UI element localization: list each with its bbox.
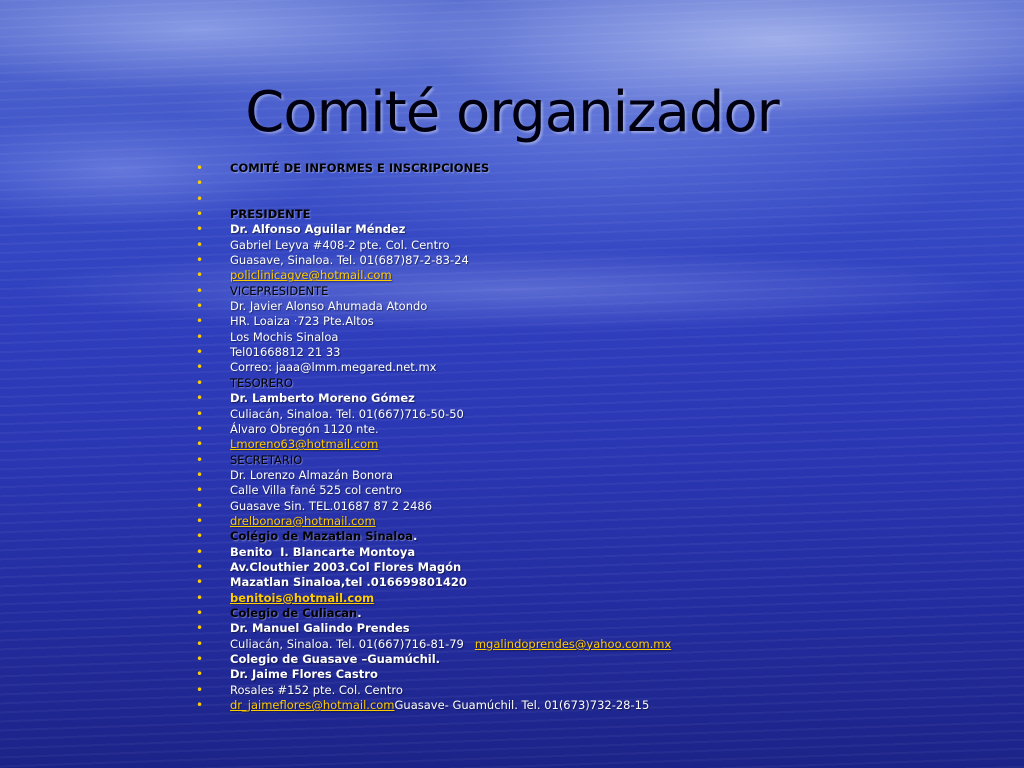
list-item-text: HR. Loaiza ·723 Pte.Altos <box>230 314 374 329</box>
list-item <box>190 453 1000 468</box>
list-item-text: Dr. Jaime Flores Castro <box>230 667 378 682</box>
bullet-icon: • <box>196 191 204 206</box>
bullet-icon: • <box>196 652 204 666</box>
list-item-text: Dr. Lorenzo Almazán Bonora <box>230 467 394 482</box>
list-item <box>190 422 1000 437</box>
list-item-text: Culiacán, Sinaloa. Tel. 01(667)716-50-50 <box>230 406 464 421</box>
list-item <box>190 698 1000 713</box>
bullet-list <box>190 161 1000 713</box>
list-item-text: Gabriel Leyva #408-2 pte. Col. Centro <box>230 237 450 252</box>
list-item-text: Dr. Manuel Galindo Prendes <box>230 621 410 636</box>
bullet-icon: • <box>196 636 204 651</box>
bullet-icon: • <box>196 207 204 222</box>
list-item <box>190 683 1000 698</box>
list-item-text: Dr. Lamberto Moreno Gómez <box>230 391 415 406</box>
list-item <box>190 207 1000 222</box>
list-item <box>190 238 1000 253</box>
bullet-icon: • <box>196 314 204 329</box>
list-item-text: Tel01668812 21 33 <box>230 345 341 360</box>
bullet-icon: • <box>196 391 204 406</box>
list-item <box>190 545 1000 560</box>
list-item <box>190 299 1000 314</box>
list-item <box>190 667 1000 682</box>
list-item <box>190 407 1000 422</box>
list-item-text: Benito I. Blancarte Montoya <box>230 544 416 559</box>
list-item <box>190 637 1000 652</box>
list-item-text: PRESIDENTE <box>230 207 311 222</box>
bullet-icon: • <box>196 682 204 697</box>
list-item-text: Rosales #152 pte. Col. Centro <box>230 682 403 697</box>
list-item <box>190 514 1000 529</box>
bullet-icon: • <box>196 529 204 544</box>
email-link[interactable]: Lmoreno63@hotmail.com <box>230 437 379 452</box>
bullet-icon: • <box>196 406 204 421</box>
list-item <box>190 560 1000 575</box>
list-item <box>190 314 1000 329</box>
bullet-icon: • <box>196 498 204 513</box>
list-item-text: TESORERO <box>230 375 293 390</box>
list-item <box>190 483 1000 498</box>
list-item <box>190 161 1000 176</box>
list-item <box>190 437 1000 452</box>
bullet-icon: • <box>196 237 204 252</box>
bullet-icon: • <box>196 360 204 375</box>
email-link[interactable]: mgalindoprendes@yahoo.com.mx <box>474 636 672 651</box>
bullet-icon: • <box>196 283 204 298</box>
list-item-text: Colegio de Culiacan <box>230 605 358 620</box>
email-link[interactable]: policlinicagve@hotmail.com <box>230 268 392 283</box>
bullet-icon: • <box>196 222 204 237</box>
bullet-icon: • <box>196 176 204 191</box>
bullet-icon: • <box>196 605 204 620</box>
list-item <box>190 253 1000 268</box>
list-item-text: Correo: jaaa@lmm.megared.net.mx <box>230 360 437 375</box>
bullet-icon: • <box>196 452 204 467</box>
bullet-icon: • <box>196 590 204 605</box>
list-item-text: Calle Villa fané 525 col centro <box>230 483 402 498</box>
list-item-text: Guasave, Sinaloa. Tel. 01(687)87-2-83-24 <box>230 253 469 268</box>
email-link[interactable]: benitois@hotmail.com <box>230 590 375 605</box>
list-item <box>190 345 1000 360</box>
list-item <box>190 330 1000 345</box>
email-link[interactable]: drelbonora@hotmail.com <box>230 513 376 528</box>
list-item-text: Colegio de Guasave –Guamúchil. <box>230 652 441 666</box>
bullet-icon: • <box>196 345 204 360</box>
bullet-icon: • <box>196 467 204 482</box>
bullet-icon: • <box>196 268 204 283</box>
list-item-suffix: . <box>357 605 362 620</box>
list-item-text: Dr. Alfonso Aguilar Méndez <box>230 222 406 237</box>
list-item-text: Mazatlan Sinaloa,tel .016699801420 <box>230 575 467 590</box>
list-item-text: Av.Clouthier 2003.Col Flores Magón <box>230 559 462 574</box>
bullet-icon: • <box>196 575 204 590</box>
list-item-text: Culiacán, Sinaloa. Tel. 01(667)716-81-79 <box>230 636 475 651</box>
bullet-icon: • <box>196 513 204 528</box>
list-item-text: VICEPRESIDENTE <box>230 283 329 298</box>
bullet-icon: • <box>196 421 204 436</box>
list-item <box>190 192 1000 207</box>
list-item-text: Álvaro Obregón 1120 nte. <box>230 421 379 436</box>
bullet-icon: • <box>196 621 204 636</box>
bullet-icon: • <box>196 559 204 574</box>
list-item <box>190 575 1000 590</box>
list-item <box>190 606 1000 621</box>
list-item <box>190 176 1000 191</box>
list-item-suffix: Guasave- Guamúchil. Tel. 01(673)732-28-15 <box>394 698 650 713</box>
bullet-icon: • <box>196 437 204 452</box>
list-item <box>190 468 1000 483</box>
bullet-icon: • <box>196 375 204 390</box>
slide-title: Comité organizador <box>245 80 779 145</box>
email-link[interactable]: dr_jaimeflores@hotmail.com <box>230 698 395 713</box>
list-item-text: Dr. Javier Alonso Ahumada Atondo <box>230 299 428 314</box>
list-item-text: SECRETARIO <box>230 452 303 467</box>
list-item-text: Guasave Sin. TEL.01687 87 2 2486 <box>230 498 433 513</box>
list-item <box>190 284 1000 299</box>
list-item <box>190 268 1000 283</box>
list-item-text: Los Mochis Sinaloa <box>230 329 339 344</box>
bullet-icon: • <box>196 329 204 344</box>
bullet-icon: • <box>196 667 204 682</box>
bullet-icon: • <box>196 299 204 314</box>
list-item <box>190 621 1000 636</box>
bullet-icon: • <box>196 161 204 175</box>
list-item <box>190 591 1000 606</box>
list-item <box>190 376 1000 391</box>
list-item-text: COMITÉ DE INFORMES E INSCRIPCIONES <box>230 161 490 175</box>
list-item <box>190 222 1000 237</box>
list-item <box>190 652 1000 667</box>
list-item <box>190 391 1000 406</box>
list-item-suffix: . <box>413 529 418 544</box>
list-item-text: Colégio de Mazatlan Sinaloa <box>230 529 414 544</box>
list-item <box>190 360 1000 375</box>
bullet-icon: • <box>196 253 204 268</box>
list-item <box>190 499 1000 514</box>
bullet-icon: • <box>196 544 204 559</box>
list-item <box>190 529 1000 544</box>
bullet-icon: • <box>196 698 204 713</box>
bullet-icon: • <box>196 483 204 498</box>
